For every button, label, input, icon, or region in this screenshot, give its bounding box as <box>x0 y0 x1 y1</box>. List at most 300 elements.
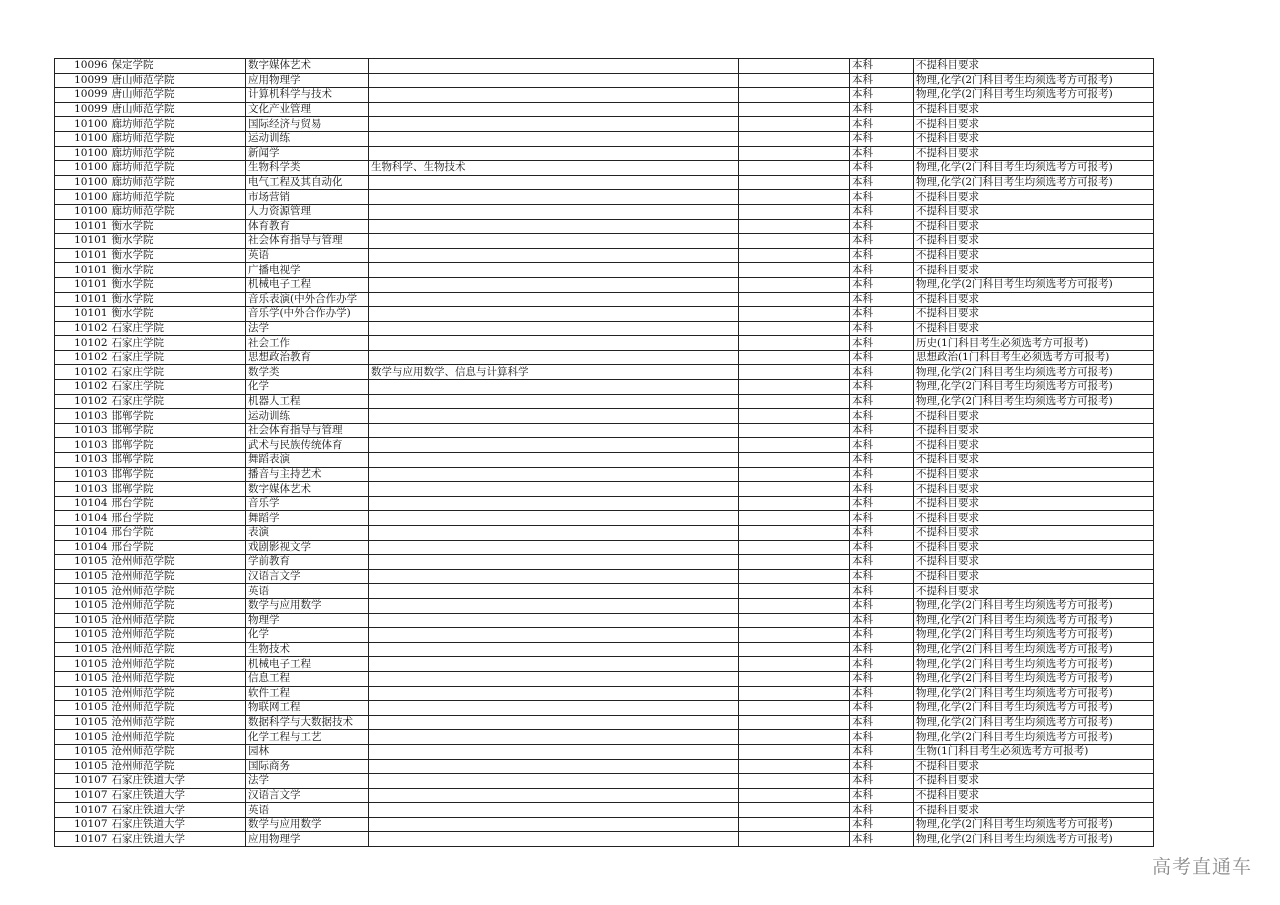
level-cell: 本科 <box>850 307 914 322</box>
school-name-cell: 沧州师范学院 <box>110 555 246 570</box>
major-includes-cell <box>369 59 739 74</box>
subject-requirement-cell: 物理,化学(2门科目考生均须选考方可报考) <box>914 832 1154 847</box>
school-code-cell: 10100 <box>55 131 110 146</box>
major-name-cell: 体育教育 <box>246 219 369 234</box>
note-cell <box>739 555 850 570</box>
major-includes-cell <box>369 117 739 132</box>
note-cell <box>739 146 850 161</box>
level-cell: 本科 <box>850 744 914 759</box>
school-code-cell: 10105 <box>55 628 110 643</box>
note-cell <box>739 161 850 176</box>
table-row <box>55 744 1154 759</box>
school-name-cell: 邯郸学院 <box>110 438 246 453</box>
note-cell <box>739 336 850 351</box>
table-row <box>55 526 1154 541</box>
table-row <box>55 365 1154 380</box>
school-name-cell: 石家庄学院 <box>110 365 246 380</box>
major-includes-cell <box>369 336 739 351</box>
major-includes-cell <box>369 263 739 278</box>
note-cell <box>739 175 850 190</box>
school-name-cell: 沧州师范学院 <box>110 569 246 584</box>
level-cell: 本科 <box>850 686 914 701</box>
major-includes-cell <box>369 423 739 438</box>
subject-requirement-cell: 不提科目要求 <box>914 102 1154 117</box>
school-name-cell: 衡水学院 <box>110 263 246 278</box>
subject-requirement-cell: 不提科目要求 <box>914 496 1154 511</box>
level-cell: 本科 <box>850 394 914 409</box>
table-row <box>55 117 1154 132</box>
level-cell: 本科 <box>850 496 914 511</box>
note-cell <box>739 759 850 774</box>
level-cell: 本科 <box>850 759 914 774</box>
major-name-cell: 数学与应用数学 <box>246 817 369 832</box>
level-cell: 本科 <box>850 613 914 628</box>
note-cell <box>739 190 850 205</box>
level-cell: 本科 <box>850 657 914 672</box>
major-includes-cell <box>369 131 739 146</box>
school-code-cell: 10101 <box>55 234 110 249</box>
school-code-cell: 10105 <box>55 555 110 570</box>
table-row <box>55 336 1154 351</box>
table-row <box>55 219 1154 234</box>
subject-requirement-cell: 物理,化学(2门科目考生均须选考方可报考) <box>914 730 1154 745</box>
note-cell <box>739 131 850 146</box>
school-code-cell: 10107 <box>55 817 110 832</box>
school-name-cell: 邯郸学院 <box>110 409 246 424</box>
major-includes-cell <box>369 642 739 657</box>
note-cell <box>739 540 850 555</box>
major-name-cell: 音乐学 <box>246 496 369 511</box>
school-code-cell: 10100 <box>55 146 110 161</box>
school-name-cell: 沧州师范学院 <box>110 701 246 716</box>
table-row <box>55 671 1154 686</box>
note-cell <box>739 788 850 803</box>
school-code-cell: 10104 <box>55 511 110 526</box>
major-includes-cell <box>369 467 739 482</box>
major-includes-cell <box>369 277 739 292</box>
level-cell: 本科 <box>850 555 914 570</box>
major-name-cell: 音乐表演(中外合作办学 <box>246 292 369 307</box>
major-name-cell: 机械电子工程 <box>246 277 369 292</box>
major-includes-cell <box>369 686 739 701</box>
school-name-cell: 廊坊师范学院 <box>110 146 246 161</box>
table-row <box>55 394 1154 409</box>
note-cell <box>739 671 850 686</box>
table-row <box>55 131 1154 146</box>
school-name-cell: 邢台学院 <box>110 540 246 555</box>
note-cell <box>739 628 850 643</box>
major-name-cell: 应用物理学 <box>246 73 369 88</box>
level-cell: 本科 <box>850 701 914 716</box>
major-name-cell: 音乐学(中外合作办学) <box>246 307 369 322</box>
note-cell <box>739 394 850 409</box>
school-name-cell: 石家庄学院 <box>110 336 246 351</box>
note-cell <box>739 511 850 526</box>
table-body <box>55 59 1154 847</box>
table-row <box>55 409 1154 424</box>
school-code-cell: 10101 <box>55 307 110 322</box>
note-cell <box>739 263 850 278</box>
table-row <box>55 613 1154 628</box>
school-code-cell: 10100 <box>55 175 110 190</box>
subject-requirement-cell: 不提科目要求 <box>914 759 1154 774</box>
school-code-cell: 10103 <box>55 438 110 453</box>
school-name-cell: 沧州师范学院 <box>110 642 246 657</box>
level-cell: 本科 <box>850 131 914 146</box>
school-code-cell: 10099 <box>55 88 110 103</box>
major-includes-cell <box>369 482 739 497</box>
school-name-cell: 沧州师范学院 <box>110 657 246 672</box>
school-name-cell: 廊坊师范学院 <box>110 204 246 219</box>
table-row <box>55 175 1154 190</box>
major-name-cell: 物联网工程 <box>246 701 369 716</box>
major-includes-cell <box>369 146 739 161</box>
table-row <box>55 307 1154 322</box>
major-name-cell: 生物技术 <box>246 642 369 657</box>
note-cell <box>739 423 850 438</box>
level-cell: 本科 <box>850 321 914 336</box>
subject-requirement-cell: 不提科目要求 <box>914 219 1154 234</box>
note-cell <box>739 774 850 789</box>
school-code-cell: 10100 <box>55 190 110 205</box>
major-includes-cell <box>369 102 739 117</box>
school-code-cell: 10100 <box>55 204 110 219</box>
subject-requirement-cell: 不提科目要求 <box>914 774 1154 789</box>
table-row <box>55 423 1154 438</box>
school-name-cell: 石家庄学院 <box>110 394 246 409</box>
table-row <box>55 555 1154 570</box>
major-name-cell: 法学 <box>246 774 369 789</box>
major-name-cell: 电气工程及其自动化 <box>246 175 369 190</box>
level-cell: 本科 <box>850 540 914 555</box>
note-cell <box>739 73 850 88</box>
subject-requirement-cell: 不提科目要求 <box>914 803 1154 818</box>
table-row <box>55 350 1154 365</box>
major-name-cell: 法学 <box>246 321 369 336</box>
table-row <box>55 657 1154 672</box>
major-name-cell: 文化产业管理 <box>246 102 369 117</box>
major-includes-cell <box>369 292 739 307</box>
subject-requirement-cell: 物理,化学(2门科目考生均须选考方可报考) <box>914 686 1154 701</box>
major-name-cell: 软件工程 <box>246 686 369 701</box>
major-name-cell: 应用物理学 <box>246 832 369 847</box>
major-includes-cell <box>369 701 739 716</box>
school-code-cell: 10100 <box>55 117 110 132</box>
major-includes-cell <box>369 569 739 584</box>
subject-requirement-cell: 物理,化学(2门科目考生均须选考方可报考) <box>914 613 1154 628</box>
major-name-cell: 数据科学与大数据技术 <box>246 715 369 730</box>
school-code-cell: 10103 <box>55 409 110 424</box>
table-row <box>55 161 1154 176</box>
table-row <box>55 146 1154 161</box>
level-cell: 本科 <box>850 102 914 117</box>
major-includes-cell <box>369 671 739 686</box>
major-includes-cell <box>369 350 739 365</box>
table-row <box>55 774 1154 789</box>
school-name-cell: 石家庄铁道大学 <box>110 832 246 847</box>
table-row <box>55 701 1154 716</box>
subject-requirement-cell: 不提科目要求 <box>914 584 1154 599</box>
school-name-cell: 衡水学院 <box>110 234 246 249</box>
table-row <box>55 248 1154 263</box>
level-cell: 本科 <box>850 526 914 541</box>
major-name-cell: 运动训练 <box>246 409 369 424</box>
level-cell: 本科 <box>850 642 914 657</box>
level-cell: 本科 <box>850 671 914 686</box>
school-code-cell: 10105 <box>55 584 110 599</box>
school-name-cell: 沧州师范学院 <box>110 759 246 774</box>
level-cell: 本科 <box>850 511 914 526</box>
level-cell: 本科 <box>850 730 914 745</box>
school-name-cell: 沧州师范学院 <box>110 584 246 599</box>
subject-requirement-cell: 不提科目要求 <box>914 131 1154 146</box>
level-cell: 本科 <box>850 423 914 438</box>
major-includes-cell <box>369 555 739 570</box>
table-row <box>55 234 1154 249</box>
major-name-cell: 汉语言文学 <box>246 569 369 584</box>
school-code-cell: 10107 <box>55 788 110 803</box>
subject-requirement-cell: 不提科目要求 <box>914 438 1154 453</box>
level-cell: 本科 <box>850 277 914 292</box>
major-name-cell: 思想政治教育 <box>246 350 369 365</box>
note-cell <box>739 438 850 453</box>
school-code-cell: 10105 <box>55 701 110 716</box>
note-cell <box>739 117 850 132</box>
school-name-cell: 邯郸学院 <box>110 453 246 468</box>
level-cell: 本科 <box>850 365 914 380</box>
major-name-cell: 计算机科学与技术 <box>246 88 369 103</box>
note-cell <box>739 467 850 482</box>
school-code-cell: 10107 <box>55 774 110 789</box>
subject-requirement-cell: 不提科目要求 <box>914 788 1154 803</box>
school-name-cell: 邯郸学院 <box>110 467 246 482</box>
note-cell <box>739 715 850 730</box>
subject-requirements-table <box>54 58 1154 847</box>
major-includes-cell <box>369 788 739 803</box>
major-includes-cell <box>369 759 739 774</box>
major-includes-cell <box>369 88 739 103</box>
table-row <box>55 686 1154 701</box>
major-name-cell: 生物科学类 <box>246 161 369 176</box>
subject-requirement-cell: 不提科目要求 <box>914 292 1154 307</box>
level-cell: 本科 <box>850 73 914 88</box>
subject-requirement-cell: 不提科目要求 <box>914 423 1154 438</box>
subject-requirement-cell: 不提科目要求 <box>914 482 1154 497</box>
level-cell: 本科 <box>850 146 914 161</box>
subject-requirement-cell: 物理,化学(2门科目考生均须选考方可报考) <box>914 715 1154 730</box>
subject-requirement-cell: 不提科目要求 <box>914 190 1154 205</box>
school-name-cell: 邢台学院 <box>110 511 246 526</box>
level-cell: 本科 <box>850 774 914 789</box>
school-name-cell: 廊坊师范学院 <box>110 131 246 146</box>
major-includes-cell <box>369 73 739 88</box>
school-code-cell: 10101 <box>55 263 110 278</box>
major-includes-cell <box>369 657 739 672</box>
major-name-cell: 国际商务 <box>246 759 369 774</box>
subject-requirement-cell: 历史(1门科目考生必须选考方可报考) <box>914 336 1154 351</box>
school-code-cell: 10102 <box>55 380 110 395</box>
table-row <box>55 204 1154 219</box>
major-includes-cell <box>369 190 739 205</box>
note-cell <box>739 569 850 584</box>
major-name-cell: 数学与应用数学 <box>246 598 369 613</box>
school-code-cell: 10103 <box>55 467 110 482</box>
table-row <box>55 715 1154 730</box>
note-cell <box>739 642 850 657</box>
level-cell: 本科 <box>850 832 914 847</box>
subject-requirement-cell: 物理,化学(2门科目考生均须选考方可报考) <box>914 598 1154 613</box>
subject-requirement-cell: 不提科目要求 <box>914 204 1154 219</box>
subject-requirement-cell: 思想政治(1门科目考生必须选考方可报考) <box>914 350 1154 365</box>
major-includes-cell <box>369 730 739 745</box>
note-cell <box>739 832 850 847</box>
school-code-cell: 10102 <box>55 394 110 409</box>
note-cell <box>739 380 850 395</box>
level-cell: 本科 <box>850 219 914 234</box>
school-code-cell: 10105 <box>55 744 110 759</box>
major-includes-cell <box>369 394 739 409</box>
watermark: 高考直通车 <box>1151 856 1252 878</box>
major-includes-cell: 数学与应用数学、信息与计算科学 <box>369 365 739 380</box>
major-includes-cell <box>369 744 739 759</box>
level-cell: 本科 <box>850 409 914 424</box>
school-code-cell: 10105 <box>55 715 110 730</box>
subject-requirement-cell: 不提科目要求 <box>914 321 1154 336</box>
table-row <box>55 321 1154 336</box>
table-row <box>55 598 1154 613</box>
note-cell <box>739 496 850 511</box>
school-name-cell: 石家庄铁道大学 <box>110 817 246 832</box>
table-row <box>55 759 1154 774</box>
major-includes-cell <box>369 438 739 453</box>
school-name-cell: 保定学院 <box>110 59 246 74</box>
school-name-cell: 唐山师范学院 <box>110 88 246 103</box>
major-includes-cell <box>369 540 739 555</box>
school-name-cell: 石家庄学院 <box>110 380 246 395</box>
level-cell: 本科 <box>850 350 914 365</box>
subject-requirement-cell: 不提科目要求 <box>914 569 1154 584</box>
table-row <box>55 803 1154 818</box>
level-cell: 本科 <box>850 817 914 832</box>
note-cell <box>739 584 850 599</box>
level-cell: 本科 <box>850 263 914 278</box>
school-code-cell: 10102 <box>55 350 110 365</box>
major-includes-cell <box>369 817 739 832</box>
major-name-cell: 汉语言文学 <box>246 788 369 803</box>
major-name-cell: 播音与主持艺术 <box>246 467 369 482</box>
major-name-cell: 广播电视学 <box>246 263 369 278</box>
table-row <box>55 102 1154 117</box>
level-cell: 本科 <box>850 788 914 803</box>
school-name-cell: 沧州师范学院 <box>110 628 246 643</box>
note-cell <box>739 307 850 322</box>
level-cell: 本科 <box>850 248 914 263</box>
note-cell <box>739 817 850 832</box>
school-name-cell: 沧州师范学院 <box>110 671 246 686</box>
major-includes-cell <box>369 584 739 599</box>
major-includes-cell <box>369 307 739 322</box>
table-row <box>55 496 1154 511</box>
level-cell: 本科 <box>850 453 914 468</box>
table-row <box>55 584 1154 599</box>
major-name-cell: 社会工作 <box>246 336 369 351</box>
school-code-cell: 10101 <box>55 248 110 263</box>
school-code-cell: 10105 <box>55 730 110 745</box>
school-code-cell: 10107 <box>55 832 110 847</box>
school-name-cell: 衡水学院 <box>110 292 246 307</box>
level-cell: 本科 <box>850 598 914 613</box>
school-name-cell: 衡水学院 <box>110 307 246 322</box>
subject-requirement-cell: 不提科目要求 <box>914 540 1154 555</box>
level-cell: 本科 <box>850 292 914 307</box>
table-row <box>55 467 1154 482</box>
table-row <box>55 642 1154 657</box>
major-includes-cell <box>369 832 739 847</box>
major-includes-cell <box>369 175 739 190</box>
major-name-cell: 化学 <box>246 380 369 395</box>
table-row <box>55 540 1154 555</box>
note-cell <box>739 744 850 759</box>
school-name-cell: 沧州师范学院 <box>110 613 246 628</box>
major-includes-cell <box>369 204 739 219</box>
major-name-cell: 英语 <box>246 584 369 599</box>
table-row <box>55 263 1154 278</box>
subject-requirement-cell: 不提科目要求 <box>914 555 1154 570</box>
school-code-cell: 10107 <box>55 803 110 818</box>
subject-requirement-cell: 不提科目要求 <box>914 146 1154 161</box>
major-name-cell: 学前教育 <box>246 555 369 570</box>
note-cell <box>739 526 850 541</box>
level-cell: 本科 <box>850 336 914 351</box>
table-row <box>55 628 1154 643</box>
school-code-cell: 10101 <box>55 277 110 292</box>
major-name-cell: 数学类 <box>246 365 369 380</box>
table-row <box>55 380 1154 395</box>
major-name-cell: 新闻学 <box>246 146 369 161</box>
note-cell <box>739 730 850 745</box>
major-name-cell: 舞蹈学 <box>246 511 369 526</box>
school-code-cell: 10105 <box>55 671 110 686</box>
major-name-cell: 表演 <box>246 526 369 541</box>
major-name-cell: 物理学 <box>246 613 369 628</box>
major-includes-cell <box>369 628 739 643</box>
subject-requirement-cell: 物理,化学(2门科目考生均须选考方可报考) <box>914 380 1154 395</box>
school-name-cell: 唐山师范学院 <box>110 73 246 88</box>
subject-requirement-cell: 不提科目要求 <box>914 117 1154 132</box>
major-includes-cell <box>369 321 739 336</box>
subject-requirement-cell: 生物(1门科目考生必须选考方可报考) <box>914 744 1154 759</box>
school-code-cell: 10102 <box>55 321 110 336</box>
level-cell: 本科 <box>850 204 914 219</box>
table-row <box>55 292 1154 307</box>
school-name-cell: 邢台学院 <box>110 496 246 511</box>
major-name-cell: 国际经济与贸易 <box>246 117 369 132</box>
school-name-cell: 沧州师范学院 <box>110 598 246 613</box>
note-cell <box>739 248 850 263</box>
level-cell: 本科 <box>850 190 914 205</box>
school-name-cell: 石家庄铁道大学 <box>110 788 246 803</box>
school-name-cell: 沧州师范学院 <box>110 715 246 730</box>
major-name-cell: 运动训练 <box>246 131 369 146</box>
major-name-cell: 机器人工程 <box>246 394 369 409</box>
note-cell <box>739 598 850 613</box>
subject-requirement-cell: 物理,化学(2门科目考生均须选考方可报考) <box>914 365 1154 380</box>
level-cell: 本科 <box>850 59 914 74</box>
school-name-cell: 石家庄学院 <box>110 321 246 336</box>
level-cell: 本科 <box>850 161 914 176</box>
subject-requirement-cell: 不提科目要求 <box>914 307 1154 322</box>
school-name-cell: 衡水学院 <box>110 248 246 263</box>
